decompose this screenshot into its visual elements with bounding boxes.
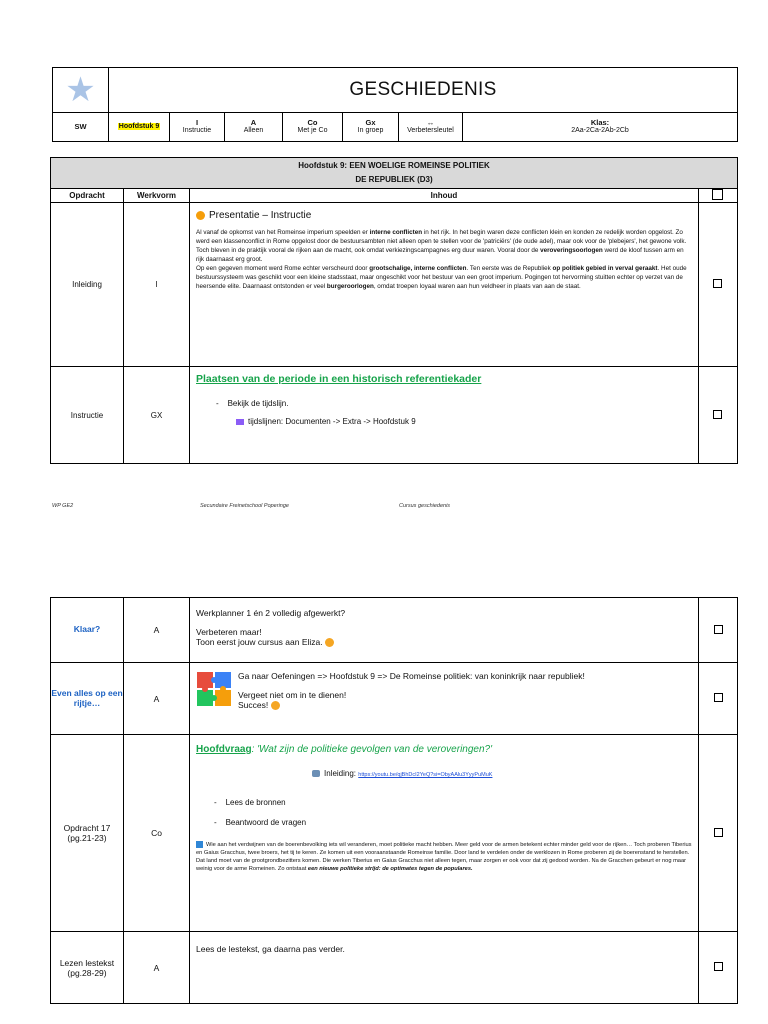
hoofdvraag: Hoofdvraag: 'Wat zijn de politieke gevolgen van de veroveringen?' [196, 744, 493, 755]
bullet-bronnen: - Lees de bronnen [214, 798, 286, 807]
footer-middle: Secundaire Freinetschool Poperinge [200, 503, 289, 509]
toon-line: Toon eerst jouw cursus aan Eliza. [196, 637, 692, 647]
presentation-heading: Presentatie – Instructie [196, 210, 692, 221]
row-checkbox[interactable] [699, 598, 738, 663]
row-werkvorm: A [124, 932, 190, 1004]
header-klas: Klas: 2Aa-2Ca-2Ab-2Cb [463, 113, 738, 142]
smile-emoji-icon [271, 701, 280, 710]
row-checkbox[interactable] [698, 203, 737, 367]
header-co: Co Met je Co [283, 113, 343, 142]
header-sw: SW [53, 113, 109, 142]
intro-paragraph-1: Al vanaf de opkomst van het Romeinse imperium speelden er interne conflicten in het rijk. In het begin waren deze conflicten klein en konden ze redelijk worden opgelost. Zo werd een klassenconflict in Rome opgelost door de bestuursambten niet alleen open te stellen voor de 'patriciërs' (de oude adel), maar ook voor de 'plebejers', het gewone volk. Toch bleven in de praktijk vooral de rijken aan de macht, ook omdat verkiezingscampagnes erg duur waren. Vooral door de veroveringsoorlogen werd de kloof tussen arm en rijk daarnaast erg groot. [196, 229, 687, 263]
youtube-link[interactable]: https://youtu.be/qjBhDcI2YeQ?si=ObyAAlu3YyyPuMuK [358, 772, 493, 778]
row-content [190, 598, 699, 663]
row-content [190, 735, 699, 932]
header-groep: Gx In groep [343, 113, 399, 142]
header-verbetersleutel: ↔ Verbetersleutel [399, 113, 463, 142]
timeline-path: tijdslijnen: Documenten -> Extra -> Hoofdstuk 9 [236, 417, 692, 426]
row-checkbox[interactable] [699, 663, 738, 735]
intro-paragraph-2: Op een gegeven moment werd Rome echter verscheurd door grootschalige, interne conflicten. Ten eerste was de Republiek op politiek gebied in verval geraakt. Het oude bestuurssysteem was geschikt voor een kleine stadsstaat, maar ongeschikt voor het bestuur van een groot imperium. Pogingen tot hervorming stuitten echter op verzet van de heersende elite. Daarnaast ontstonden er veel burgeroorlogen, omdat troepen loyaal waren aan hun veldheer in plaats van aan de staat. [196, 264, 687, 290]
timeline-heading-link[interactable]: Plaatsen van de periode in een historisch referentiekader [196, 373, 482, 385]
col-inhoud: Inhoud [190, 189, 699, 203]
row-content [190, 367, 699, 464]
header-alleen: A Alleen [225, 113, 283, 142]
checkbox-header-icon [712, 189, 723, 200]
star-logo-icon: ★ [65, 71, 96, 109]
planner-line: Werkplanner 1 én 2 volledig afgewerkt? [196, 608, 346, 618]
timeline-bullet: - Bekijk de tijdslijn. [216, 399, 289, 408]
timeline-icon [236, 419, 244, 425]
row-opdracht: Instructie [51, 367, 124, 464]
tasks-table [50, 597, 738, 1004]
col-werkvorm: Werkvorm [124, 189, 190, 203]
puzzle-icon [196, 671, 232, 707]
row-werkvorm: I [124, 203, 190, 367]
row-checkbox[interactable] [699, 932, 738, 1004]
bullet-vragen: - Beantwoord de vragen [214, 818, 307, 827]
gracchen-paragraph: Wie aan het verdwijnen van de boerenbevolking iets wil veranderen, moet politieke macht hebben. Meer geld voor de armen betekent echter minder geld voor de rijken… Toch proberen Tiberius en Gaius Gracchus, twee broers, het tij te keren. Ze komen uit een vooraanstaande Romeinse familie. Door land te verdelen onder de werklozen in Rome proberen zij de boerenstand te herstellen. Dat land moet van de grootgrondbezitters komen. Die werken Tiberius en Gaius Gracchus niet alleen tegen, maar zorgen er ook voor dat zij gedood worden. Na de Gracchen gebeurt er nog maar weinig voor de arme Romeinen. Zo ontstaat een nieuwe politieke strijd: de optimates tegen de populares. [196, 842, 692, 873]
footer-right: Cursus geschiedenis [399, 503, 451, 509]
row-checkbox[interactable] [699, 735, 738, 932]
header-chapter: Hoofdstuk 9 [109, 113, 170, 142]
inleiding-line: Inleiding: https://youtu.be/qjBhDcI2YeQ?si=ObyAAlu3YyyPuMuK [312, 769, 692, 778]
school-logo [53, 68, 109, 113]
row-content [190, 663, 699, 735]
indienen-line: Vergeet niet om in te dienen! [238, 690, 347, 700]
oefeningen-path: Ga naar Oefeningen => Hoofdstuk 9 => De Romeinse politiek: van koninkrijk naar republiek! [238, 671, 585, 681]
row-werkvorm: A [124, 598, 190, 663]
row-content [190, 203, 699, 367]
footer-left: WP GE2 [52, 503, 74, 509]
row-opdracht: Opdracht 17 (pg.21-23) [51, 735, 124, 932]
header-instructie: I Instructie [170, 113, 225, 142]
subject-title: GESCHIEDENIS [109, 68, 738, 113]
col-opdracht: Opdracht [51, 189, 124, 203]
row-opdracht: Even alles op een rijtje… [51, 663, 124, 735]
col-check [698, 189, 737, 203]
succes-line: Succes! [238, 700, 658, 710]
arrow-icon [196, 841, 203, 848]
lestekst-line: Lees de lestekst, ga daarna pas verder. [196, 944, 345, 954]
smile-emoji-icon [325, 638, 334, 647]
video-icon [312, 770, 320, 777]
row-content [190, 932, 699, 1004]
row-werkvorm: A [124, 663, 190, 735]
row-opdracht: Lezen lestekst (pg.28-29) [51, 932, 124, 1004]
row-werkvorm: Co [124, 735, 190, 932]
row-checkbox[interactable] [698, 367, 737, 464]
verbeter-line: Verbeteren maar! [196, 627, 262, 637]
face-emoji-icon [196, 211, 205, 220]
header-table [52, 67, 738, 142]
chapter-banner: Hoofdstuk 9: EEN WOELIGE ROMEINSE POLITIEK DE REPUBLIEK (D3) [51, 158, 738, 189]
row-werkvorm: GX [124, 367, 190, 464]
chapter-table [50, 157, 738, 464]
row-opdracht: Inleiding [51, 203, 124, 367]
row-opdracht: Klaar? [51, 598, 124, 663]
